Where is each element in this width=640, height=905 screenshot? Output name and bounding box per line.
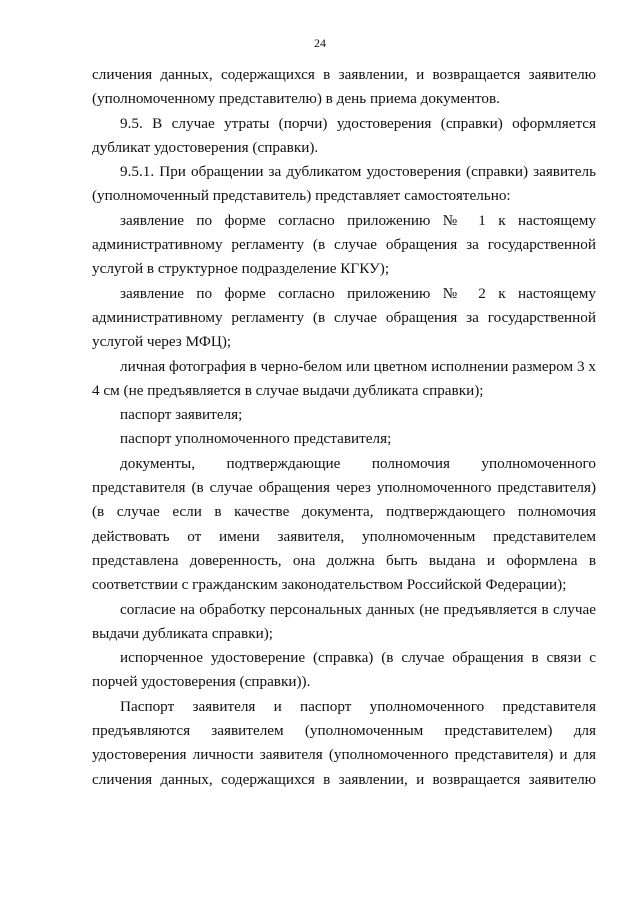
list-item-damaged-certificate: испорченное удостоверение (справка) (в случае обращения в связи с порчей удостоверения (справки)). (92, 649, 596, 691)
list-item-photo: личная фотография в черно-белом или цветном исполнении размером 3 х 4 см (не предъявляется в случае выдачи дубликата справки); (92, 357, 596, 399)
page-number: 24 (314, 36, 326, 50)
list-item-authority-documents: документы, подтверждающие полномочия уполномоченного представителя (в случае обращения через уполномоченного представителя) (в случае если в качестве документа, подтверждающего полномочия действовать от имени заявителя, уполномоченным представителем представлена доверенность, она должна быть выдана и оформлена в соответствии с гражданским законодательством Российской Федерации); (92, 454, 596, 594)
paragraph-continuation: сличения данных, содержащихся в заявлении, и возвращается заявителю (уполномоченному представителю) в день приема документов. (92, 66, 596, 108)
paragraph-9-5: 9.5. В случае утраты (порчи) удостоверения (справки) оформляется дубликат удостоверения (справки). (92, 114, 596, 156)
list-item-applicant-passport: паспорт заявителя; (120, 406, 243, 424)
list-item-representative-passport: паспорт уполномоченного представителя; (120, 430, 392, 448)
list-item-application-form-1: заявление по форме согласно приложению № 1 к настоящему административному регламенту (в случае обращения за государственной услугой в структурное подразделение КГКУ); (92, 211, 596, 278)
paragraph-passport-presentation: Паспорт заявителя и паспорт уполномоченного представителя предъявляются заявителем (уполномоченным представителем) для удостоверения личности заявителя (уполномоченного представителя) и для сличения данных, содержащихся в заявлении, и возвращается заявителю (92, 697, 596, 788)
list-item-application-form-2: заявление по форме согласно приложению № 2 к настоящему административному регламенту (в случае обращения за государственной услугой через МФЦ); (92, 284, 596, 351)
paragraph-9-5-1: 9.5.1. При обращении за дубликатом удостоверения (справки) заявитель (уполномоченный представитель) представляет самостоятельно: (92, 163, 596, 205)
document-body (92, 63, 596, 792)
list-item-personal-data-consent: согласие на обработку персональных данных (не предъявляется в случае выдачи дубликата справки); (92, 600, 596, 642)
